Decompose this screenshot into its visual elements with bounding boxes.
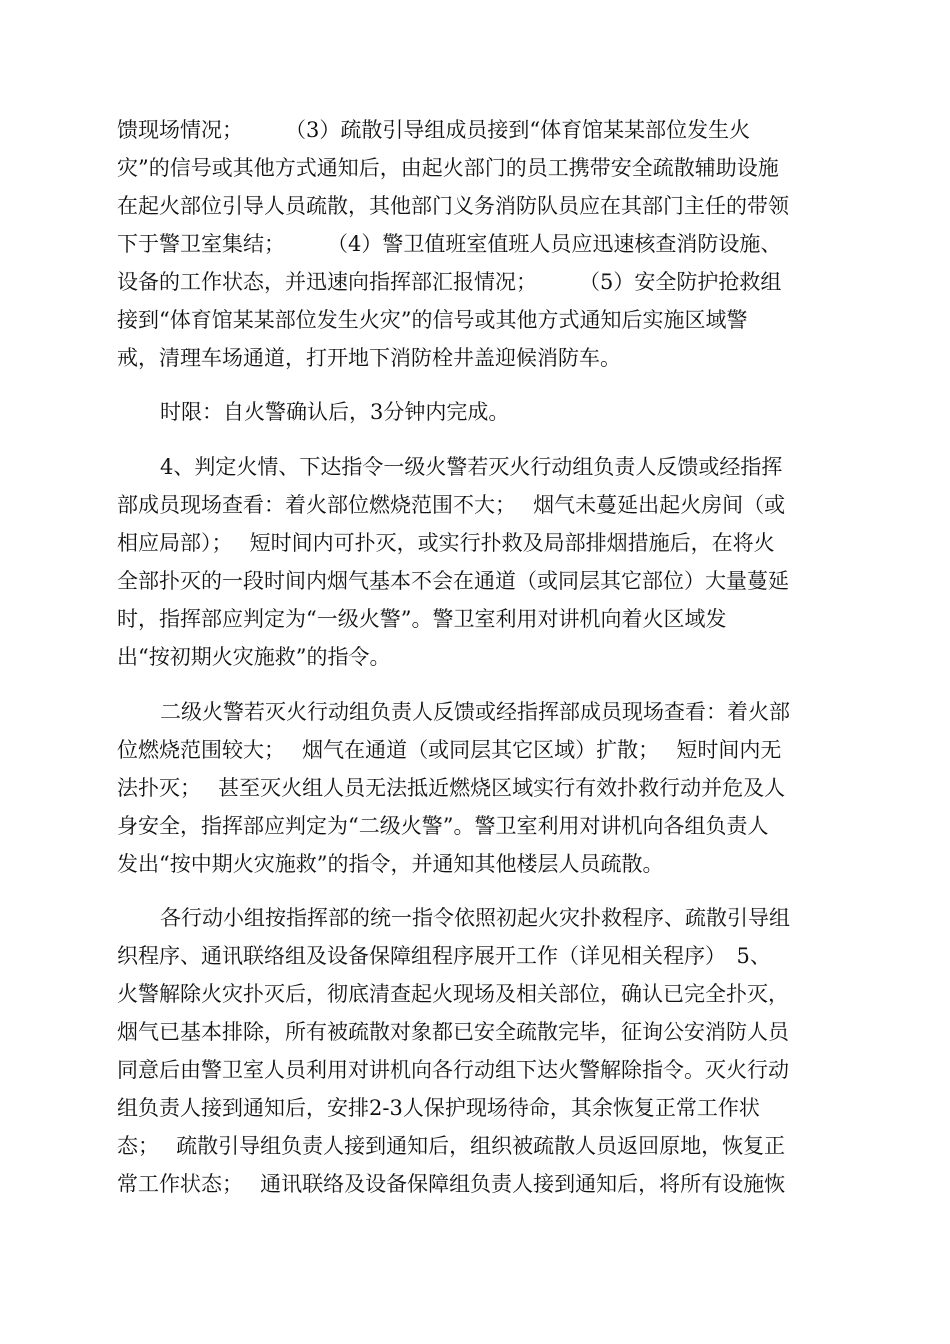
text-line: 各行动小组按指挥部的统一指令依照初起火灾扑救程序、疏散引导组 bbox=[160, 906, 790, 930]
text-line: 态； 疏散引导组负责人接到通知后，组织被疏散人员返回原地，恢复正 bbox=[117, 1134, 786, 1158]
text-line: 织程序、通讯联络组及设备保障组程序展开工作（详见相关程序） 5、 bbox=[117, 944, 771, 968]
text-line: 在起火部位引导人员疏散，其他部门义务消防队员应在其部门主任的带领 bbox=[117, 194, 789, 218]
text-line: 出“按初期火灾施救”的指令。 bbox=[117, 645, 391, 669]
text-line: 灾”的信号或其他方式通知后，由起火部门的员工携带安全疏散辅助设施 bbox=[117, 156, 779, 180]
text-line: 馈现场情况； （3）疏散引导组成员接到“体育馆某某部位发生火 bbox=[117, 118, 751, 142]
text-line: 法扑灭； 甚至灭火组人员无法抵近燃烧区域实行有效扑救行动并危及人 bbox=[117, 776, 786, 800]
text-line: 接到“体育馆某某部位发生火灾”的信号或其他方式通知后实施区域警 bbox=[117, 308, 748, 332]
text-line: 时，指挥部应判定为“一级火警”。警卫室利用对讲机向着火区域发 bbox=[117, 607, 727, 631]
text-line: 发出“按中期火灾施救”的指令，并通知其他楼层人员疏散。 bbox=[117, 852, 664, 876]
text-line: 部成员现场查看：着火部位燃烧范围不大； 烟气未蔓延出起火房间（或 bbox=[117, 493, 786, 517]
text-line: 身安全，指挥部应判定为“二级火警”。警卫室利用对讲机向各组负责人 bbox=[117, 814, 769, 838]
text-line: 组负责人接到通知后，安排2-3人保护现场待命，其余恢复正常工作状 bbox=[117, 1096, 760, 1120]
text-line: 戒，清理车场通道，打开地下消防栓井盖迎候消防车。 bbox=[117, 346, 621, 370]
text-line: 常工作状态； 通讯联络及设备保障组负责人接到通知后，将所有设施恢 bbox=[117, 1172, 786, 1196]
text-line: 相应局部）； 短时间内可扑灭，或实行扑救及局部排烟措施后，在将火 bbox=[117, 531, 775, 555]
text-line: 4、判定火情、下达指令一级火警若灭火行动组负责人反馈或经指挥 bbox=[160, 455, 783, 479]
text-line: 同意后由警卫室人员利用对讲机向各行动组下达火警解除指令。灭火行动 bbox=[117, 1058, 789, 1082]
text-line: 全部扑灭的一段时间内烟气基本不会在通道（或同层其它部位）大量蔓延 bbox=[117, 569, 789, 593]
text-line: 火警解除火灾扑灭后，彻底清查起火现场及相关部位，确认已完全扑灭， bbox=[117, 982, 789, 1006]
text-line: 下于警卫室集结； （4）警卫值班室值班人员应迅速核查消防设施、 bbox=[117, 232, 782, 256]
text-line: 位燃烧范围较大； 烟气在通道（或同层其它区域）扩散； 短时间内无 bbox=[117, 738, 782, 762]
text-line: 时限：自火警确认后，3分钟内完成。 bbox=[160, 400, 510, 424]
text-line: 烟气已基本排除，所有被疏散对象都已安全疏散完毕，征询公安消防人员 bbox=[117, 1020, 789, 1044]
text-line: 二级火警若灭火行动组负责人反馈或经指挥部成员现场查看：着火部 bbox=[160, 700, 790, 724]
text-line: 设备的工作状态，并迅速向指挥部汇报情况； （5）安全防护抢救组 bbox=[117, 270, 782, 294]
